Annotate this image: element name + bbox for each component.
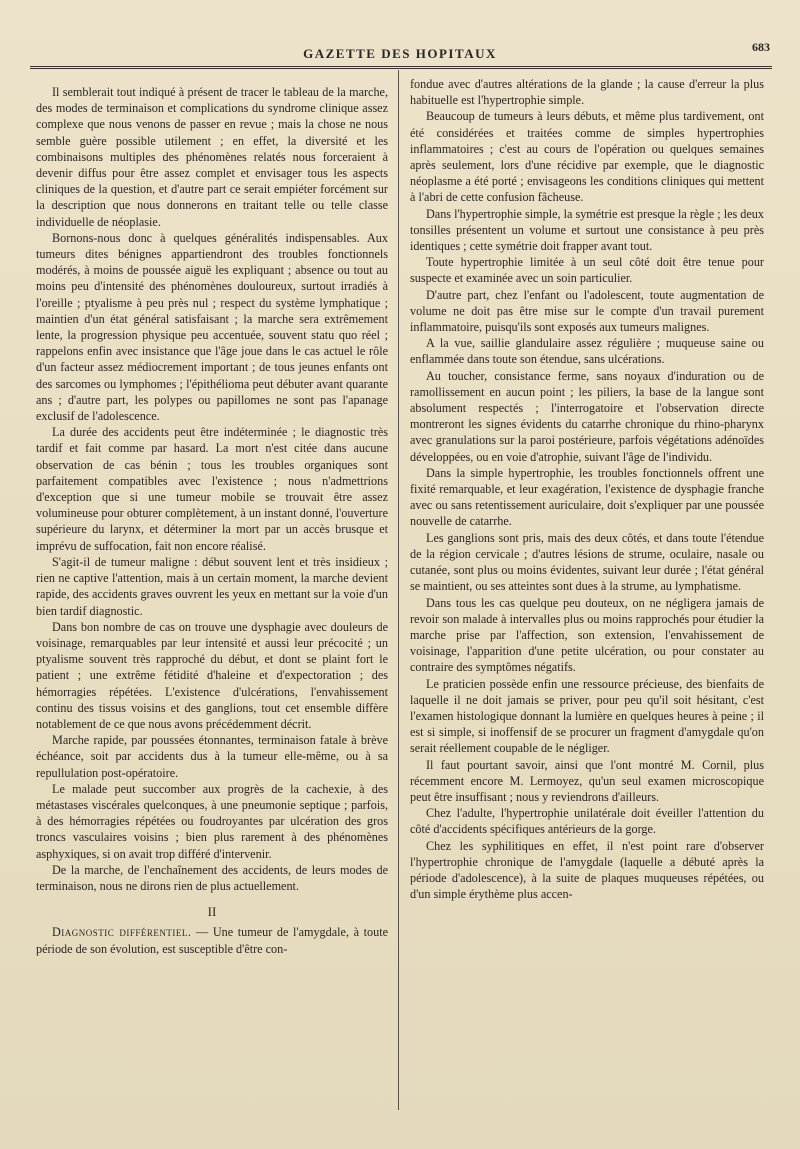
paragraph: Le praticien possède enfin une ressource précieuse, des bienfaits de laquelle il ne doit jamais se priver, pour peu qu'il soit hésitant, c'est l'examen histologique donnant la lumière en quelques heures à peine ; il est si simple, si inoffensif de se procurer un fragment d'amygdale qu'on serait réellement coupable de le négliger. (410, 676, 764, 756)
section-lead: Diagnostic différentiel. (52, 925, 192, 940)
section-number: II (207, 904, 217, 920)
paragraph: Chez l'adulte, l'hypertrophie unilatérale doit éveiller l'attention du côté d'accidents spécifiques antérieurs de la gorge. (410, 806, 764, 837)
paragraph: Toute hypertrophie limitée à un seul côté doit être tenue pour suspecte et examinée avec un soin particulier. (410, 255, 764, 286)
journal-title: GAZETTE DES HOPITAUX (303, 46, 497, 61)
paragraph: A la vue, saillie glandulaire assez régulière ; muqueuse saine ou enflammée dans toute son étendue, sans ulcérations. (410, 336, 764, 367)
left-column (36, 84, 388, 957)
paragraph: Il faut pourtant savoir, ainsi que l'ont montré M. Cornil, plus récemment encore M. Lermoyez, qu'un seul examen microscopique peut être insuffisant ; nous y reviendrons d'ailleurs. (410, 757, 764, 804)
paragraph: S'agit-il de tumeur maligne : début souvent lent et très insidieux ; rien ne captive l'attention, mais à un certain moment, la marche devient rapide, des accidents graves ouvrent les yeux en mettant sur la voie d'un bien tardif diagnostic. (36, 554, 388, 618)
paragraph: La durée des accidents peut être indéterminée ; le diagnostic très tardif et fait comme par hasard. La mort n'est citée dans aucune observation de cas bénin ; tous les troubles organiques sont parfaitement compatibles avec l'existence ; nous n'admettrions d'exception que si une tumeur mobile se trouvait être assez volumineuse pour obturer complètement, à un instant donné, l'ouverture supérieure du larynx, et déterminer la mort par un accès brusque et imprévu de suffocation, fait non encore réalisé. (36, 425, 388, 553)
paragraph: D'autre part, chez l'enfant ou l'adolescent, toute augmentation de volume ne doit pas être mise sur le compte d'un travail purement inflammatoire, puisqu'ils sont exposés aux tumeurs malignes. (410, 287, 764, 335)
paragraph: Le malade peut succomber aux progrès de la cachexie, à des métastases viscérales quelconques, à une pneumonie septique ; parfois, à des hémorragies répétées ou foudroyantes par ulcération des gros troncs vasculaires voisins ; bien plus rarement à des phénomènes asphyxiques, si on avait trop différé d'intervenir. (36, 781, 388, 861)
paragraph-diagnostic (36, 924, 388, 956)
paragraph: Bornons-nous donc à quelques généralités indispensables. Aux tumeurs dites bénignes appartiendront des troubles fonctionnels modérés, à moins de poussée aiguë les expliquant ; absence ou tout au moins peu d'intensité des phénomènes douloureux, surtout irradiés à l'oreille ; ptyalisme à peu près nul ; respect du système lymphatique ; maintien d'un état général satisfaisant ; la marche sera extrêmement lente, la progression physique peu accentuée, souvent statu quo réel ; rappelons enfin avec insistance que l'âge joue dans le cas actuel le rôle d'un facteur assez médiocrement important ; de tous jeunes enfants ont des sarcomes ou lymphomes ; l'épithélioma peut débuter avant quarante ans ; d'autre part, les polypes ou papillomes ne sont pas l'apanage exclusif de l'adolescence. (36, 230, 388, 424)
paragraph: fondue avec d'autres altérations de la glande ; la cause d'erreur la plus habituelle est l'hypertrophie simple. (410, 77, 764, 108)
column-divider (398, 70, 399, 1110)
paragraph: Beaucoup de tumeurs à leurs débuts, et même plus tardivement, ont été considérées et traitées comme de simples hypertrophies inflammatoires ; c'est au cours de l'opération ou quelques semaines après seulement, lors d'une récidive par exemple, que le diagnostic néoplasme a été porté ; envisageons les conditions cliniques qui mettent à l'abri de cette confusion fâcheuse. (410, 109, 764, 205)
paragraph: Les ganglions sont pris, mais des deux côtés, et dans toute l'étendue de la région cervicale ; d'autres lésions de strume, oculaire, nasale ou cutanée, sont plus ou moins évidentes, suivant leur durée ; l'état général se maintient, ou ses atteintes sont dues à la strume, au lymphatisme. (410, 530, 764, 594)
paragraph: Dans la simple hypertrophie, les troubles fonctionnels offrent une fixité remarquable, et leur exagération, l'existence de dysphagie franche avec ou sans retentissement auriculaire, doit s'expliquer par une poussée nouvelle de catarrhe. (410, 465, 764, 529)
paragraph: Marche rapide, par poussées étonnantes, terminaison fatale à brève échéance, soit par accidents dus à la tumeur elle-même, ou à sa repullulation post-opératoire. (36, 733, 388, 780)
paragraph: Dans bon nombre de cas on trouve une dysphagie avec douleurs de voisinage, remarquables par leur intensité et aussi leur précocité ; un ptyalisme souvent très rapproché du début, et dont se plaint fort le patient ; une extrême fétidité d'haleine et d'expectoration ; des hémorragies répétées. L'existence d'ulcérations, l'envahissement continu des tissus voisins et des ganglions, tout cet ensemble diffère notablement de ce que nous avons précédemment décrit. (36, 619, 388, 731)
page-number: 683 (752, 40, 770, 54)
paragraph: De la marche, de l'enchaînement des accidents, de leurs modes de terminaison, nous ne dirons rien de plus actuellement. (36, 862, 388, 893)
paragraph: Dans tous les cas quelque peu douteux, on ne négligera jamais de revoir son malade à intervalles plus ou moins rapprochés pour étudier la marche prise par l'affection, son extension, l'envahissement de voisinage, l'apparition d'une petite ulcération, ou pour constater au contraire des symptômes négatifs. (410, 595, 764, 675)
right-column (410, 76, 764, 902)
paragraph-text: — Une tumeur de l'amygdale, à toute période de son évolution, est susceptible d'être con- (36, 925, 388, 956)
paragraph: Chez les syphilitiques en effet, il n'est point rare d'observer l'hypertrophie chronique de l'amygdale (laquelle a débuté après la période d'adolescence), à la suite de plaques muqueuses répétées, ou d'un simple érythème plus accen- (410, 838, 764, 902)
paragraph: Il semblerait tout indiqué à présent de tracer le tableau de la marche, des modes de terminaison et complications du syndrome clinique assez complexe que nous venons de passer en revue ; mais la chose ne nous semble guère possible utilement ; en effet, la diversité et les combinaisons multiples des phénomènes relatés nous forceraient à devenir diffus pour être assez complet et envisager tous les aspects cliniques de la question, et d'autre part ce serait empiéter forcément sur la description que nous donnerons en traitant telle ou telle classe individuelle de néoplasie. (36, 85, 388, 229)
paragraph: Dans l'hypertrophie simple, la symétrie est presque la règle ; les deux tonsilles présentent un volume et surtout une consistance à peu près identiques ; cette symétrie doit frapper avant tout. (410, 206, 764, 254)
paragraph: Au toucher, consistance ferme, sans noyaux d'induration ou de ramollissement en aucun point ; les piliers, la base de la langue sont absolument respectés ; l'interrogatoire et l'observation directe montreront les signes évidents du catarrhe chronique du rhino-pharynx avec granulations sur la paroi postérieure, parfois végétations adénoïdes développées, ou en voie d'atrophie, suivant l'âge de l'individu. (410, 368, 764, 464)
header-rule (30, 66, 772, 69)
